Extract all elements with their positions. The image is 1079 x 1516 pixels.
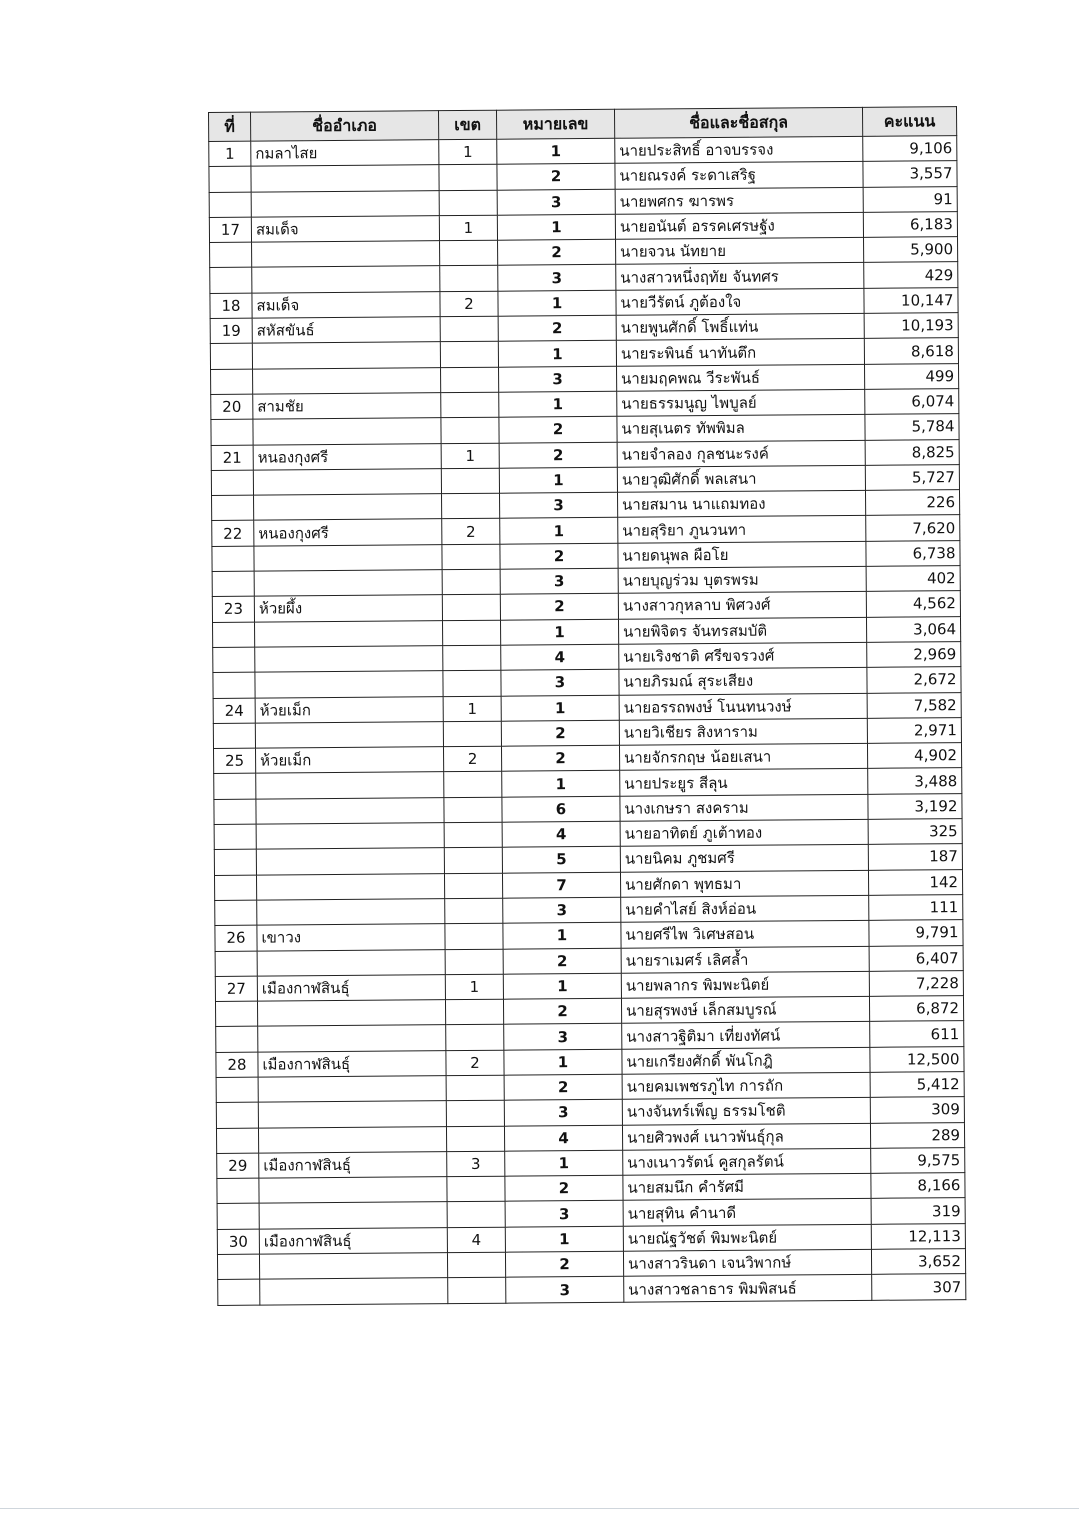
cell-no	[213, 647, 255, 673]
cell-score: 307	[872, 1274, 966, 1300]
cell-no	[216, 1102, 258, 1128]
cell-number: 2	[498, 315, 616, 341]
cell-zone	[444, 848, 502, 874]
cell-district: สามชัย	[253, 393, 441, 420]
cell-name: นายอาทิตย์ ภูเต้าทอง	[620, 819, 868, 846]
cell-name: นายจักรกฤษ น้อยเสนา	[619, 743, 867, 770]
cell-number: 5	[502, 847, 620, 873]
cell-zone	[441, 367, 499, 393]
cell-no: 19	[210, 318, 252, 344]
cell-score: 3,488	[868, 768, 962, 794]
cell-number: 4	[504, 1125, 622, 1151]
cell-district	[259, 1202, 447, 1229]
cell-zone	[446, 1075, 504, 1101]
cell-number: 2	[503, 948, 621, 974]
cell-zone: 2	[442, 519, 500, 545]
cell-name: นายคำไสย์ สิงห์อ่อน	[621, 895, 869, 922]
cell-score: 4,562	[866, 591, 960, 617]
cell-zone	[445, 923, 503, 949]
header-district: ชื่ออำเภอ	[251, 111, 439, 141]
cell-number: 2	[499, 417, 617, 443]
cell-zone	[446, 1126, 504, 1152]
cell-district	[253, 418, 441, 445]
cell-number: 1	[503, 973, 621, 999]
cell-name: นายสมาน นาแถมทอง	[618, 491, 866, 518]
cell-no	[213, 672, 255, 698]
table-body	[209, 136, 966, 1305]
cell-score: 7,620	[866, 515, 960, 541]
cell-district: สมเด็จ	[251, 216, 439, 243]
cell-district	[260, 1278, 448, 1305]
cell-district	[258, 1025, 446, 1052]
cell-no	[215, 1001, 257, 1027]
cell-no	[211, 419, 253, 445]
cell-number: 2	[497, 164, 615, 190]
cell-score: 6,183	[863, 212, 957, 238]
cell-score: 226	[865, 490, 959, 516]
cell-district	[257, 1000, 445, 1027]
cell-district	[252, 342, 440, 369]
cell-district	[252, 241, 440, 268]
cell-number: 1	[497, 138, 615, 164]
cell-name: นายนิคม ภูชมศรี	[620, 845, 868, 872]
cell-name: นายประยูร สีลุน	[620, 769, 868, 796]
cell-zone	[448, 1278, 506, 1304]
cell-score: 7,228	[869, 970, 963, 996]
cell-zone	[447, 1252, 505, 1278]
cell-score: 10,147	[864, 287, 958, 313]
cell-name: นายอรรถพงษ์ โนนทนวงษ์	[619, 693, 867, 720]
cell-name: นายวิเชียร สิงหาราม	[619, 718, 867, 745]
cell-district	[256, 823, 444, 850]
cell-name: นายพลากร พิมพะนิตย์	[621, 971, 869, 998]
cell-score: 10,193	[864, 313, 958, 339]
cell-number: 4	[501, 644, 619, 670]
cell-no	[218, 1279, 260, 1305]
cell-name: นางจันทร์เพ็ญ ธรรมโชติ	[622, 1098, 870, 1125]
header-score: คะแนน	[862, 107, 956, 137]
cell-zone: 1	[439, 139, 497, 165]
cell-score: 12,500	[870, 1046, 964, 1072]
cell-no	[212, 546, 254, 572]
cell-name: นายสมนึก คำรัศมี	[623, 1173, 871, 1200]
cell-zone: 2	[443, 746, 501, 772]
cell-no	[210, 344, 252, 370]
cell-number: 2	[505, 1251, 623, 1277]
cell-zone: 3	[447, 1151, 505, 1177]
cell-no	[210, 242, 252, 268]
cell-zone	[440, 240, 498, 266]
cell-district: หนองกุงศรี	[253, 443, 441, 470]
cell-district: เมืองกาฬสินธุ์	[257, 974, 445, 1001]
cell-district	[253, 469, 441, 496]
cell-score: 325	[868, 819, 962, 845]
cell-name: นายสุริยา ภูนวนทา	[618, 516, 866, 543]
cell-no: 25	[213, 748, 255, 774]
cell-number: 1	[501, 695, 619, 721]
cell-score: 8,618	[864, 338, 958, 364]
cell-district	[258, 1101, 446, 1128]
cell-score: 9,791	[869, 920, 963, 946]
cell-district: เขาวง	[257, 924, 445, 951]
cell-no: 17	[209, 217, 251, 243]
cell-district: เมืองกาฬสินธุ์	[259, 1152, 447, 1179]
cell-score: 6,074	[865, 389, 959, 415]
cell-name: นายระพินธ์ นาทันตึก	[616, 339, 864, 366]
cell-zone	[444, 873, 502, 899]
cell-zone: 1	[439, 215, 497, 241]
cell-score: 12,113	[871, 1223, 965, 1249]
cell-number: 4	[502, 821, 620, 847]
cell-district: กมลาไสย	[251, 140, 439, 167]
cell-no: 21	[211, 445, 253, 471]
cell-zone: 1	[441, 443, 499, 469]
cell-no	[209, 166, 251, 192]
cell-score: 5,727	[865, 464, 959, 490]
cell-number: 1	[499, 391, 617, 417]
cell-score: 5,784	[865, 414, 959, 440]
cell-score: 8,166	[871, 1173, 965, 1199]
cell-name: นายสุรพงษ์ เล็กสมบูรณ์	[621, 996, 869, 1023]
cell-name: นายราเมศร์ เลิศล้ำ	[621, 946, 869, 973]
cell-zone: 4	[447, 1227, 505, 1253]
cell-district	[253, 367, 441, 394]
cell-name: นายศรีไพ วิเศษสอน	[621, 921, 869, 948]
cell-no	[216, 1027, 258, 1053]
header-zone: เขต	[438, 110, 496, 139]
cell-name: นายณัฐวัชต์ พิมพะนิตย์	[623, 1224, 871, 1251]
cell-no: 23	[212, 596, 254, 622]
cell-number: 2	[501, 720, 619, 746]
header-no: ที่	[209, 112, 251, 141]
cell-district	[255, 671, 443, 698]
cell-zone: 1	[445, 974, 503, 1000]
cell-no: 18	[210, 293, 252, 319]
cell-no	[213, 723, 255, 749]
cell-number: 2	[500, 594, 618, 620]
cell-zone	[447, 1176, 505, 1202]
cell-name: นายพูนศักดิ์ โพธิ์แท่น	[616, 313, 864, 340]
cell-district	[259, 1177, 447, 1204]
cell-name: นางเกษรา สงคราม	[620, 794, 868, 821]
cell-number: 1	[503, 922, 621, 948]
cell-zone	[446, 1025, 504, 1051]
cell-no	[211, 470, 253, 496]
cell-district: ห้วยเม็ก	[255, 747, 443, 774]
cell-district	[251, 165, 439, 192]
cell-name: นางสาวหนึ่งฤทัย จันทศร	[616, 263, 864, 290]
cell-district: เมืองกาฬสินธุ์	[259, 1227, 447, 1254]
cell-district	[254, 544, 442, 571]
cell-number: 2	[503, 998, 621, 1024]
cell-district	[257, 949, 445, 976]
cell-district	[251, 190, 439, 217]
cell-no	[215, 951, 257, 977]
cell-number: 3	[503, 897, 621, 923]
cell-name: นางสาวรินดา เจนวิพากษ์	[623, 1249, 871, 1276]
cell-number: 3	[500, 492, 618, 518]
cell-district	[256, 873, 444, 900]
cell-score: 3,557	[863, 161, 957, 187]
cell-zone	[440, 316, 498, 342]
cell-name: นายเกรียงศักดิ์ พันโกฎิ	[622, 1047, 870, 1074]
cell-no: 24	[213, 698, 255, 724]
cell-zone	[445, 898, 503, 924]
cell-district: ห้วยผึ้ง	[254, 595, 442, 622]
cell-number: 1	[499, 467, 617, 493]
cell-zone	[443, 721, 501, 747]
cell-district: สมเด็จ	[252, 291, 440, 318]
cell-number: 3	[504, 1100, 622, 1126]
cell-no	[210, 268, 252, 294]
cell-district: หนองกุงศรี	[254, 519, 442, 546]
cell-number: 3	[506, 1277, 624, 1303]
cell-name: นายสุทิน คำนาดี	[623, 1199, 871, 1226]
cell-score: 6,872	[869, 996, 963, 1022]
cell-zone	[441, 417, 499, 443]
cell-number: 3	[501, 670, 619, 696]
cell-zone	[442, 544, 500, 570]
cell-number: 1	[505, 1150, 623, 1176]
cell-name: นายเริงชาติ ศรีขจรวงศ์	[619, 642, 867, 669]
header-number: หมายเลข	[496, 109, 614, 139]
cell-score: 2,672	[867, 667, 961, 693]
cell-no	[212, 495, 254, 521]
cell-zone	[442, 620, 500, 646]
cell-zone	[441, 468, 499, 494]
cell-score: 142	[868, 869, 962, 895]
cell-district	[256, 848, 444, 875]
cell-no	[216, 1077, 258, 1103]
cell-no	[214, 799, 256, 825]
cell-score: 6,738	[866, 540, 960, 566]
cell-district: ห้วยเม็ก	[255, 696, 443, 723]
cell-no	[211, 369, 253, 395]
cell-number: 1	[505, 1226, 623, 1252]
cell-zone	[445, 949, 503, 975]
cell-number: 3	[504, 1024, 622, 1050]
cell-zone	[439, 165, 497, 191]
cell-name: นายมฤคพณ วีระพันธ์	[617, 364, 865, 391]
cell-no: 22	[212, 521, 254, 547]
cell-number: 1	[500, 619, 618, 645]
results-table	[208, 106, 966, 1306]
cell-name: นายวุฒิศักดิ์ พลเสนา	[617, 465, 865, 492]
cell-no	[215, 900, 257, 926]
cell-name: นายประสิทธิ์ อาจบรรจง	[615, 136, 863, 163]
cell-no	[217, 1254, 259, 1280]
cell-number: 2	[504, 1074, 622, 1100]
cell-number: 2	[500, 543, 618, 569]
cell-name: นายณรงค์ ระดาเสริฐ	[615, 162, 863, 189]
cell-district: สหัสขันธ์	[252, 317, 440, 344]
cell-score: 289	[870, 1122, 964, 1148]
cell-score: 111	[869, 895, 963, 921]
cell-no	[213, 622, 255, 648]
cell-district	[255, 721, 443, 748]
cell-name: นายศักดา พุทธมา	[620, 870, 868, 897]
cell-district	[258, 1076, 446, 1103]
cell-score: 9,575	[871, 1147, 965, 1173]
cell-score: 2,969	[867, 642, 961, 668]
cell-score: 611	[870, 1021, 964, 1047]
cell-score: 429	[864, 262, 958, 288]
cell-no: 27	[215, 976, 257, 1002]
cell-number: 3	[498, 265, 616, 291]
cell-no: 30	[217, 1229, 259, 1255]
cell-district	[255, 620, 443, 647]
cell-name: นายสุเนตร ทัพพิมล	[617, 415, 865, 442]
cell-zone: 2	[440, 291, 498, 317]
cell-zone	[444, 772, 502, 798]
cell-number: 1	[502, 771, 620, 797]
cell-no	[214, 875, 256, 901]
cell-score: 2,971	[867, 717, 961, 743]
cell-zone	[443, 645, 501, 671]
cell-name: นายภิรมณ์ สุระเสียง	[619, 668, 867, 695]
cell-score: 4,902	[867, 743, 961, 769]
cell-no: 26	[215, 925, 257, 951]
cell-name: นายจำลอง กุลชนะรงค์	[617, 440, 865, 467]
cell-no	[209, 192, 251, 218]
cell-number: 1	[504, 1049, 622, 1075]
cell-name: นางสาวกุหลาบ พิศวงศ์	[618, 592, 866, 619]
cell-district	[254, 494, 442, 521]
cell-score: 5,900	[864, 237, 958, 263]
cell-number: 3	[500, 568, 618, 594]
page-bottom-rule	[0, 1508, 1079, 1509]
cell-zone	[446, 1100, 504, 1126]
cell-district	[255, 646, 443, 673]
cell-number: 1	[497, 214, 615, 240]
cell-no	[214, 849, 256, 875]
cell-name: นางเนาวรัตน์ คูสกุลรัตน์	[623, 1148, 871, 1175]
cell-number: 3	[505, 1201, 623, 1227]
cell-no: 28	[216, 1052, 258, 1078]
cell-number: 6	[502, 796, 620, 822]
cell-district	[252, 266, 440, 293]
cell-score: 187	[868, 844, 962, 870]
cell-no	[214, 774, 256, 800]
cell-number: 2	[499, 442, 617, 468]
cell-name: นายธรรมนูญ ไพบูลย์	[617, 389, 865, 416]
cell-number: 1	[498, 290, 616, 316]
cell-no: 1	[209, 141, 251, 167]
cell-district: เมืองกาฬสินธุ์	[258, 1050, 446, 1077]
cell-score: 6,407	[869, 945, 963, 971]
cell-number: 2	[505, 1175, 623, 1201]
cell-zone	[439, 190, 497, 216]
cell-zone	[440, 266, 498, 292]
cell-name: นายจวน นัทยาย	[616, 238, 864, 265]
cell-zone: 2	[446, 1050, 504, 1076]
cell-no: 20	[211, 394, 253, 420]
cell-district	[256, 797, 444, 824]
cell-name: นายพิจิตร จันทรสมบัติ	[618, 617, 866, 644]
cell-score: 5,412	[870, 1072, 964, 1098]
cell-district	[259, 1253, 447, 1280]
cell-zone	[442, 493, 500, 519]
cell-name: นางสาวฐิติมา เที่ยงทัศน์	[622, 1022, 870, 1049]
cell-zone	[443, 670, 501, 696]
cell-district	[258, 1126, 446, 1153]
cell-number: 7	[502, 872, 620, 898]
table-row	[218, 1274, 966, 1305]
cell-name: นายศิวพงศ์ เนาวพันธุ์กุล	[622, 1123, 870, 1150]
cell-zone	[447, 1202, 505, 1228]
cell-score: 3,652	[871, 1249, 965, 1275]
cell-name: นายดนุพล ผือโย	[618, 541, 866, 568]
cell-score: 9,106	[863, 136, 957, 162]
cell-no	[212, 571, 254, 597]
cell-zone	[440, 342, 498, 368]
cell-district	[257, 899, 445, 926]
cell-score: 3,064	[866, 616, 960, 642]
cell-score: 91	[863, 186, 957, 212]
cell-number: 1	[500, 518, 618, 544]
cell-score: 8,825	[865, 439, 959, 465]
cell-number: 3	[499, 366, 617, 392]
cell-no	[217, 1178, 259, 1204]
cell-score: 7,582	[867, 692, 961, 718]
cell-zone	[441, 392, 499, 418]
cell-score: 309	[870, 1097, 964, 1123]
cell-no	[216, 1128, 258, 1154]
cell-zone	[442, 569, 500, 595]
header-name: ชื่อและชื่อสกุล	[614, 107, 862, 138]
cell-score: 319	[871, 1198, 965, 1224]
cell-zone	[442, 595, 500, 621]
cell-district	[256, 772, 444, 799]
cell-district	[254, 570, 442, 597]
cell-score: 499	[864, 363, 958, 389]
cell-name: นายวีรัตน์ ภูต้องใจ	[616, 288, 864, 315]
cell-name: นายบุญร่วม บุตรพรม	[618, 566, 866, 593]
cell-number: 3	[497, 189, 615, 215]
cell-number: 2	[501, 745, 619, 771]
cell-name: นายคมเพชรภูไท การถัก	[622, 1072, 870, 1099]
cell-no: 29	[217, 1153, 259, 1179]
cell-name: นายพศกร ฆารพร	[615, 187, 863, 214]
cell-zone: 1	[443, 696, 501, 722]
cell-number: 2	[498, 239, 616, 265]
cell-zone	[444, 822, 502, 848]
cell-score: 3,192	[868, 793, 962, 819]
cell-name: นางสาวชลาธาร พิมพิสนธ์	[624, 1275, 872, 1302]
cell-zone	[445, 999, 503, 1025]
cell-no	[214, 824, 256, 850]
cell-zone	[444, 797, 502, 823]
cell-name: นายอนันต์ อรรคเศรษฐัง	[615, 212, 863, 239]
cell-no	[217, 1204, 259, 1230]
cell-score: 402	[866, 566, 960, 592]
cell-number: 1	[498, 341, 616, 367]
